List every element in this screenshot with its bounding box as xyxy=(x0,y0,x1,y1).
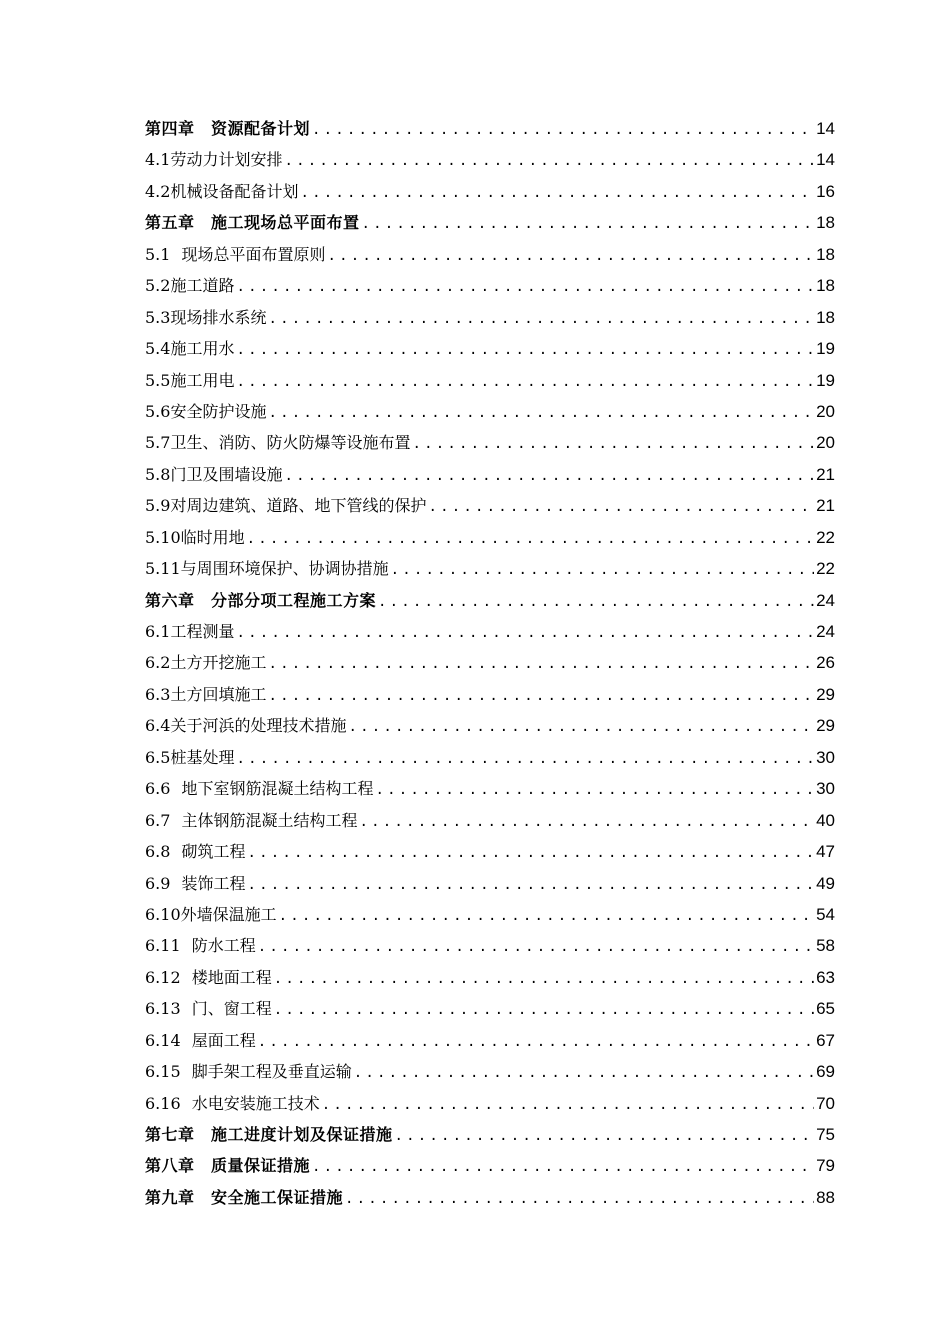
toc-section-entry[interactable] xyxy=(145,239,835,270)
toc-chapter-entry[interactable] xyxy=(145,585,835,616)
toc-entry-page-number: 54 xyxy=(816,904,835,924)
dot-leader xyxy=(378,587,814,618)
dot-leader xyxy=(236,272,814,303)
toc-section-entry[interactable] xyxy=(145,773,835,804)
toc-section-entry[interactable] xyxy=(145,144,835,175)
toc-entry-page-number: 18 xyxy=(816,244,835,264)
toc-entry-page-number: 18 xyxy=(816,213,835,233)
dot-leader xyxy=(412,429,814,460)
toc-section-entry[interactable] xyxy=(145,490,835,521)
toc-section-entry[interactable] xyxy=(145,710,835,741)
toc-section-entry[interactable] xyxy=(145,899,835,930)
toc-section-entry[interactable] xyxy=(145,742,835,773)
dot-leader xyxy=(395,1121,815,1152)
toc-section-entry[interactable] xyxy=(145,1088,835,1119)
toc-entry-title: 第五章 施工现场总平面布置 xyxy=(145,213,360,233)
toc-entry-page-number: 16 xyxy=(816,181,835,201)
toc-chapter-entry[interactable] xyxy=(145,113,835,144)
toc-entry-page-number: 58 xyxy=(816,936,835,956)
toc-entry-page-number: 70 xyxy=(816,1093,835,1113)
dot-leader xyxy=(274,964,814,995)
toc-section-entry[interactable] xyxy=(145,616,835,647)
toc-entry-title: 6.12 楼地面工程 xyxy=(145,967,272,987)
toc-section-entry[interactable] xyxy=(145,868,835,899)
toc-entry-title: 5.3现场排水系统 xyxy=(145,307,267,327)
toc-entry-title: 6.10外墙保温施工 xyxy=(145,904,277,924)
dot-leader xyxy=(345,1184,814,1215)
dot-leader xyxy=(268,304,814,335)
toc-section-entry[interactable] xyxy=(145,836,835,867)
toc-entry-title: 6.14 屋面工程 xyxy=(145,1030,256,1050)
dot-leader xyxy=(236,367,814,398)
toc-entry-title: 6.5桩基处理 xyxy=(145,747,235,767)
toc-entry-page-number: 65 xyxy=(816,999,835,1019)
toc-entry-title: 6.16 水电安装施工技术 xyxy=(145,1093,320,1113)
toc-entry-page-number: 30 xyxy=(816,779,835,799)
toc-section-entry[interactable] xyxy=(145,522,835,553)
toc-section-entry[interactable] xyxy=(145,270,835,301)
dot-leader xyxy=(279,901,814,932)
toc-entry-title: 6.9 装饰工程 xyxy=(145,873,246,893)
toc-section-entry[interactable] xyxy=(145,333,835,364)
toc-chapter-entry[interactable] xyxy=(145,1119,835,1150)
toc-entry-page-number: 88 xyxy=(816,1187,835,1207)
toc-section-entry[interactable] xyxy=(145,993,835,1024)
toc-entry-page-number: 30 xyxy=(816,747,835,767)
dot-leader xyxy=(274,995,814,1026)
toc-section-entry[interactable] xyxy=(145,805,835,836)
toc-entry-title: 5.5施工用电 xyxy=(145,370,235,390)
toc-section-entry[interactable] xyxy=(145,647,835,678)
dot-leader xyxy=(376,775,815,806)
toc-section-entry[interactable] xyxy=(145,427,835,458)
toc-entry-title: 5.9对周边建筑、道路、地下管线的保护 xyxy=(145,496,427,516)
toc-entry-title: 5.7卫生、消防、防火防爆等设施布置 xyxy=(145,433,411,453)
toc-entry-page-number: 19 xyxy=(816,339,835,359)
toc-section-entry[interactable] xyxy=(145,396,835,427)
toc-section-entry[interactable] xyxy=(145,930,835,961)
toc-entry-page-number: 26 xyxy=(816,653,835,673)
toc-entry-page-number: 24 xyxy=(816,590,835,610)
dot-leader xyxy=(247,524,814,555)
dot-leader xyxy=(268,681,814,712)
dot-leader xyxy=(360,807,815,838)
dot-leader xyxy=(354,1058,814,1089)
toc-entry-title: 6.15 脚手架工程及垂直运输 xyxy=(145,1062,352,1082)
dot-leader xyxy=(328,241,815,272)
dot-leader xyxy=(428,492,814,523)
toc-entry-page-number: 18 xyxy=(816,307,835,327)
dot-leader xyxy=(312,115,814,146)
dot-leader xyxy=(258,932,814,963)
dot-leader xyxy=(312,1152,814,1183)
toc-chapter-entry[interactable] xyxy=(145,1182,835,1213)
dot-leader xyxy=(268,398,814,429)
toc-entry-title: 4.1劳动力计划安排 xyxy=(145,150,283,170)
toc-entry-title: 第八章 质量保证措施 xyxy=(145,1156,311,1176)
table-of-contents xyxy=(145,113,835,1213)
toc-entry-page-number: 14 xyxy=(816,119,835,138)
toc-chapter-entry[interactable] xyxy=(145,1150,835,1181)
toc-entry-title: 6.11 防水工程 xyxy=(145,936,256,956)
toc-entry-title: 5.10临时用地 xyxy=(145,527,245,547)
toc-entry-title: 5.4施工用水 xyxy=(145,339,235,359)
toc-entry-page-number: 21 xyxy=(816,464,835,484)
toc-entry-title: 6.1工程测量 xyxy=(145,622,235,641)
toc-entry-title: 第六章 分部分项工程施工方案 xyxy=(145,590,377,610)
toc-entry-title: 4.2机械设备配备计划 xyxy=(145,181,299,201)
toc-entry-title: 6.6 地下室钢筋混凝土结构工程 xyxy=(145,779,374,799)
toc-entry-page-number: 69 xyxy=(816,1062,835,1082)
toc-entry-page-number: 29 xyxy=(816,684,835,704)
toc-entry-page-number: 14 xyxy=(816,150,835,170)
toc-section-entry[interactable] xyxy=(145,176,835,207)
toc-entry-page-number: 47 xyxy=(816,842,835,862)
toc-section-entry[interactable] xyxy=(145,1056,835,1087)
dot-leader xyxy=(236,744,814,775)
toc-entry-title: 第七章 施工进度计划及保证措施 xyxy=(145,1125,393,1144)
toc-section-entry[interactable] xyxy=(145,679,835,710)
toc-section-entry[interactable] xyxy=(145,962,835,993)
toc-entry-page-number: 20 xyxy=(816,433,835,453)
dot-leader xyxy=(248,838,815,869)
dot-leader xyxy=(348,712,814,743)
dot-leader xyxy=(284,146,814,177)
toc-entry-page-number: 49 xyxy=(816,873,835,893)
dot-leader xyxy=(248,870,815,901)
toc-entry-title: 5.11与周围环境保护、协调协措施 xyxy=(145,559,389,579)
toc-entry-title: 6.8 砌筑工程 xyxy=(145,842,246,862)
toc-entry-page-number: 22 xyxy=(816,559,835,579)
toc-section-entry[interactable] xyxy=(145,365,835,396)
toc-entry-page-number: 40 xyxy=(816,810,835,830)
dot-leader xyxy=(236,335,814,366)
dot-leader xyxy=(322,1090,814,1121)
toc-entry-title: 5.1 现场总平面布置原则 xyxy=(145,244,326,264)
toc-entry-page-number: 22 xyxy=(816,527,835,547)
dot-leader xyxy=(362,209,815,240)
toc-entry-page-number: 75 xyxy=(816,1125,835,1144)
toc-section-entry[interactable] xyxy=(145,1025,835,1056)
toc-entry-title: 第四章 资源配备计划 xyxy=(145,119,311,138)
toc-entry-title: 6.3土方回填施工 xyxy=(145,684,267,704)
dot-leader xyxy=(391,555,814,586)
toc-entry-title: 第九章 安全施工保证措施 xyxy=(145,1187,344,1207)
toc-entry-title: 6.4关于河浜的处理技术措施 xyxy=(145,716,347,736)
toc-entry-page-number: 21 xyxy=(816,496,835,516)
toc-entry-page-number: 79 xyxy=(816,1156,835,1176)
toc-entry-page-number: 63 xyxy=(816,967,835,987)
dot-leader xyxy=(258,1027,814,1058)
toc-entry-page-number: 29 xyxy=(816,716,835,736)
toc-entry-title: 6.7 主体钢筋混凝土结构工程 xyxy=(145,810,358,830)
dot-leader xyxy=(300,178,814,209)
toc-entry-title: 5.6安全防护设施 xyxy=(145,401,267,421)
toc-entry-page-number: 18 xyxy=(816,276,835,296)
toc-entry-title: 6.2土方开挖施工 xyxy=(145,653,267,673)
toc-entry-page-number: 67 xyxy=(816,1030,835,1050)
toc-entry-page-number: 24 xyxy=(816,622,835,641)
toc-section-entry[interactable] xyxy=(145,553,835,584)
toc-chapter-entry[interactable] xyxy=(145,207,835,238)
toc-entry-title: 5.2施工道路 xyxy=(145,276,235,296)
toc-section-entry[interactable] xyxy=(145,302,835,333)
dot-leader xyxy=(236,618,814,649)
toc-section-entry[interactable] xyxy=(145,459,835,490)
toc-entry-page-number: 20 xyxy=(816,401,835,421)
dot-leader xyxy=(284,461,814,492)
toc-entry-page-number: 19 xyxy=(816,370,835,390)
toc-entry-title: 6.13 门、窗工程 xyxy=(145,999,272,1019)
toc-entry-title: 5.8门卫及围墙设施 xyxy=(145,464,283,484)
dot-leader xyxy=(268,649,814,680)
